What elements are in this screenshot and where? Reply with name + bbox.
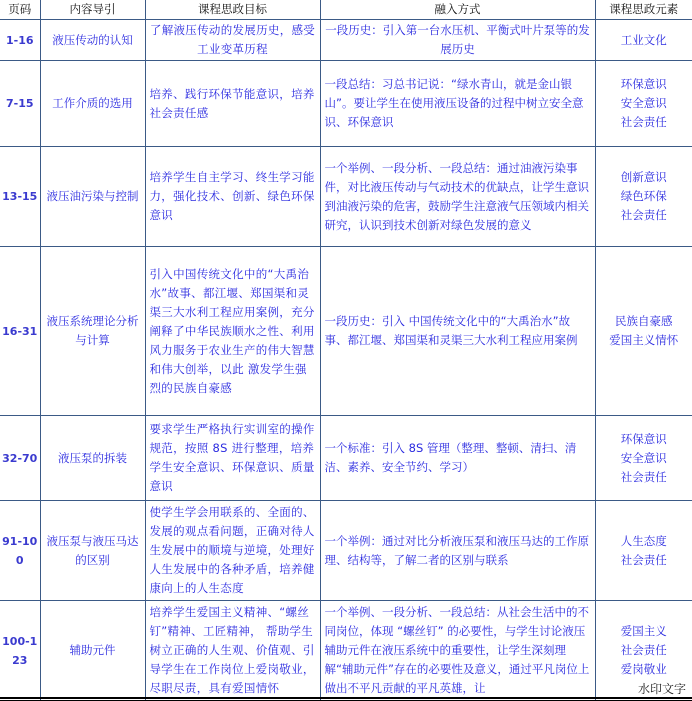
goal: 培养、践行环保节能意识，培养社会责任感 [145,61,320,147]
elements [595,501,692,601]
topic: 液压油污染与控制 [40,147,145,247]
goal: 培养学生自主学习、终生学习能力，强化技术、创新、绿色环保意识 [145,147,320,247]
element: 社会责任 [620,115,667,129]
table-row [0,20,692,61]
method: 一个举例：通过对比分析液压泵和液压马达的工作原理、结构等，了解二者的区别与联系 [320,501,595,601]
elements [595,61,692,147]
element: 人生态度 [620,533,667,548]
element: 工业文化 [620,32,667,47]
table-row [0,247,692,416]
elements [595,147,692,247]
topic: 工作介质的选用 [40,61,145,147]
element: 爱国主义情怀 [609,333,679,347]
bottom-rule [0,697,692,699]
topic: 液压系统理论分析与计算 [40,247,145,416]
header-goal: 课程思政目标 [145,0,320,20]
element: 社会责任 [620,469,667,484]
element: 安全意识 [620,96,667,110]
page-range: 7-15 [0,61,40,147]
method: 一段历史：引入第一台水压机、平衡式叶片泵等的发展历史 [320,20,595,61]
goal: 要求学生严格执行实训室的操作规范，按照 8S 进行整理，培养学生安全意识、环保意识、质量意识 [145,416,320,501]
element: 环保意识 [620,77,667,91]
element: 爱岗敬业 [620,662,667,676]
goal: 了解液压传动的发展历史，感受工业变革历程 [145,20,320,61]
element: 环保意识 [620,431,667,446]
header-topic: 内容导引 [40,0,145,20]
header-elements: 课程思政元素 [595,0,692,20]
page-range: 1-16 [0,20,40,61]
table-header-row [0,0,692,20]
header-method: 融入方式 [320,0,595,20]
header-page: 页码 [0,0,40,20]
elements [595,416,692,501]
element: 创新意识 [620,170,667,184]
method: 一个举例、一段分析、一段总结：从社会生活中的不同岗位，体现 “螺丝钉” 的必要性，与学生讨论液压辅助元件在液压系统中的重要性，让学生深刻理解“辅助元件”存在的必要性及意义，通过平凡岗位上做出不平凡贡献的平凡英雄，让 [320,601,595,701]
elements [595,20,692,61]
watermark: 水印文字 [637,682,686,696]
table-row [0,147,692,247]
topic: 液压泵的拆装 [40,416,145,501]
goal: 使学生学会用联系的、全面的、发展的观点看问题，正确对待人生发展中的顺境与逆境，处理好人生发展中的各种矛盾，培养健康向上的人生态度 [145,501,320,601]
table-row [0,501,692,601]
method: 一段历史：引入 中国传统文化中的“大禹治水”故事、都江堰、郑国渠和灵渠三大水利工程应用案例 [320,247,595,416]
topic: 液压泵与液压马达的区别 [40,501,145,601]
table-row [0,416,692,501]
element: 社会责任 [620,552,667,567]
page-range: 32-70 [0,416,40,501]
element: 社会责任 [620,208,667,222]
method: 一段总结：习总书记说：“绿水青山，就是金山银山”。要让学生在使用液压设备的过程中树立安全意识、环保意识 [320,61,595,147]
element: 爱国主义 [620,624,667,638]
goal: 培养学生爱国主义精神、“螺丝钉”精神、工匠精神， 帮助学生树立正确的人生观、价值观、引导学生在工作岗位上爱岗敬业，尽职尽责，具有爱国情怀 [145,601,320,701]
topic: 液压传动的认知 [40,20,145,61]
element: 社会责任 [620,643,667,657]
topic: 辅助元件 [40,601,145,701]
page-range: 13-15 [0,147,40,247]
table-row [0,601,692,701]
page-range: 91-100 [0,501,40,601]
table-row [0,61,692,147]
page-range: 16-31 [0,247,40,416]
method: 一个标准：引入 8S 管理（整理、整顿、清扫、清洁、素养、安全节约、学习） [320,416,595,501]
elements [595,247,692,416]
method: 一个举例、一段分析、一段总结：通过油液污染事件，对比液压传动与气动技术的优缺点，让学生意识到油液污染的危害，鼓励学生注意液气压领域内相关研究，认识到技术创新对绿色发展的意义 [320,147,595,247]
element: 民族自豪感 [615,314,673,328]
page-range: 100-123 [0,601,40,701]
element: 绿色环保 [620,189,667,203]
goal: 引入中国传统文化中的“大禹治水”故事、都江堰、郑国渠和灵渠三大水利工程应用案例，充分阐释了中华民族顺水之性、利用风力服务于农业生产的伟大智慧和伟大创举，以此 激发学生强烈的民族自豪感 [145,247,320,416]
element: 安全意识 [620,450,667,465]
